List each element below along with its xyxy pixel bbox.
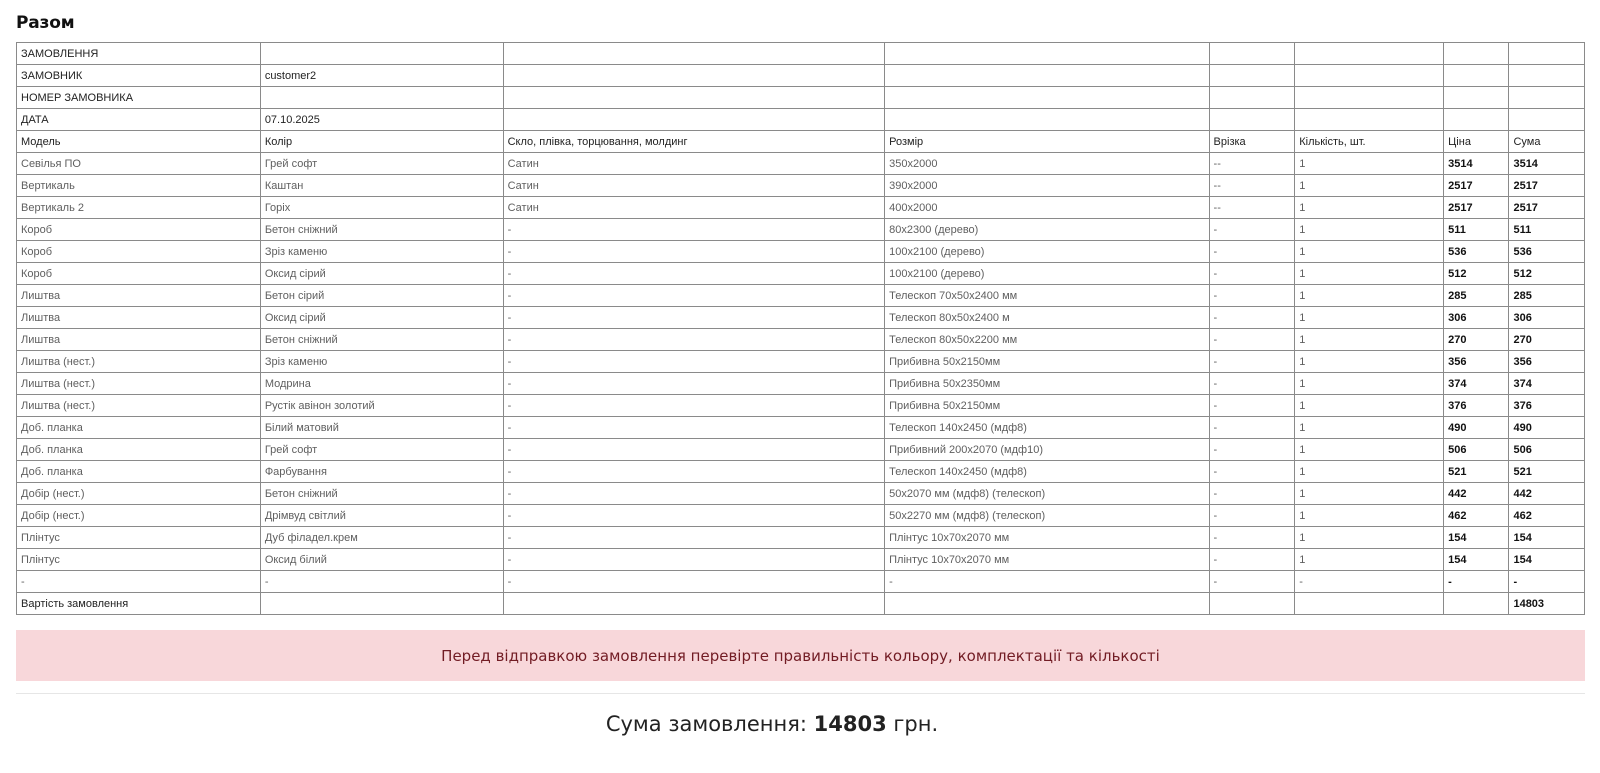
quantity-cell: 1 [1295,505,1444,527]
price-cell: 154 [1444,549,1509,571]
order-table [16,42,1585,615]
sum-cell: 2517 [1509,197,1585,219]
price-cell: 462 [1444,505,1509,527]
quantity-cell: 1 [1295,417,1444,439]
empty-cell [1295,87,1444,109]
quantity-cell: 1 [1295,219,1444,241]
empty-cell [1444,593,1509,615]
price-cell: 285 [1444,285,1509,307]
model-cell: Короб [17,263,261,285]
size-cell: 100х2100 (дерево) [885,241,1209,263]
order-sum-amount: 14803 [813,712,887,736]
empty-cell [885,109,1209,131]
order-sum-currency: грн. [893,712,939,736]
table-row [17,549,1585,571]
insert-cell: - [1209,329,1295,351]
insert-cell: - [1209,241,1295,263]
glass-cell: - [503,549,885,571]
insert-cell: - [1209,395,1295,417]
table-row [17,439,1585,461]
empty-cell [885,87,1209,109]
table-row [17,329,1585,351]
sum-cell: 154 [1509,527,1585,549]
table-row [17,285,1585,307]
glass-cell: - [503,351,885,373]
sum-cell: 521 [1509,461,1585,483]
empty-cell [503,87,885,109]
empty-cell [885,593,1209,615]
glass-cell: - [503,505,885,527]
color-cell: Оксид білий [260,549,503,571]
quantity-cell: 1 [1295,197,1444,219]
insert-cell: - [1209,263,1295,285]
color-cell: Грей софт [260,439,503,461]
divider [16,693,1585,694]
quantity-cell: 1 [1295,527,1444,549]
color-cell: Фарбування [260,461,503,483]
table-row [17,373,1585,395]
color-cell: Оксид сірий [260,307,503,329]
model-cell: Плінтус [17,527,261,549]
model-cell: Вертикаль 2 [17,197,261,219]
sum-cell: 270 [1509,329,1585,351]
order-total-row [17,593,1585,615]
model-cell: Лиштва (нест.) [17,351,261,373]
empty-cell [1209,65,1295,87]
table-header-row [17,131,1585,153]
glass-cell: - [503,373,885,395]
glass-cell: - [503,307,885,329]
total-label: Вартість замовлення [17,593,261,615]
table-row [17,461,1585,483]
size-cell: Телескоп 80х50х2400 м [885,307,1209,329]
quantity-cell: 1 [1295,439,1444,461]
glass-cell: - [503,461,885,483]
meta-value [260,87,503,109]
price-cell: 306 [1444,307,1509,329]
insert-cell: -- [1209,197,1295,219]
sum-cell: 3514 [1509,153,1585,175]
color-cell: Білий матовий [260,417,503,439]
table-row [17,505,1585,527]
table-row [17,417,1585,439]
table-row [17,219,1585,241]
color-cell: Рустік авінон золотий [260,395,503,417]
size-cell: Телескоп 140х2450 (мдф8) [885,417,1209,439]
price-cell: 154 [1444,527,1509,549]
quantity-cell: 1 [1295,351,1444,373]
quantity-cell: 1 [1295,153,1444,175]
empty-cell [503,109,885,131]
model-cell: Добір (нест.) [17,505,261,527]
glass-cell: - [503,395,885,417]
meta-label: ЗАМОВНИК [17,65,261,87]
meta-row-customer [17,65,1585,87]
price-cell: 511 [1444,219,1509,241]
size-cell: Плінтус 10х70х2070 мм [885,527,1209,549]
meta-row-customer-number [17,87,1585,109]
model-cell: Доб. планка [17,461,261,483]
model-cell: Короб [17,241,261,263]
size-cell: 400х2000 [885,197,1209,219]
column-header: Колір [260,131,503,153]
sum-cell: 512 [1509,263,1585,285]
table-row [17,197,1585,219]
table-row [17,351,1585,373]
model-cell: Плінтус [17,549,261,571]
glass-cell: Сатин [503,175,885,197]
model-cell: Севілья ПО [17,153,261,175]
model-cell: Лиштва [17,285,261,307]
empty-cell [1295,593,1444,615]
meta-label: НОМЕР ЗАМОВНИКА [17,87,261,109]
insert-cell: -- [1209,175,1295,197]
sum-cell: 536 [1509,241,1585,263]
empty-cell [1509,43,1585,65]
column-header: Сума [1509,131,1585,153]
empty-cell [1295,109,1444,131]
glass-cell: - [503,439,885,461]
quantity-cell: 1 [1295,175,1444,197]
color-cell: Каштан [260,175,503,197]
price-cell: 442 [1444,483,1509,505]
price-cell: - [1444,571,1509,593]
glass-cell: - [503,285,885,307]
empty-cell [503,593,885,615]
empty-cell [1209,43,1295,65]
quantity-cell: 1 [1295,395,1444,417]
price-cell: 2517 [1444,175,1509,197]
quantity-cell: 1 [1295,461,1444,483]
size-cell: Прибивна 50х2350мм [885,373,1209,395]
model-cell: Вертикаль [17,175,261,197]
glass-cell: - [503,527,885,549]
meta-value: customer2 [260,65,503,87]
column-header: Ціна [1444,131,1509,153]
price-cell: 2517 [1444,197,1509,219]
empty-cell [885,43,1209,65]
empty-cell [1509,87,1585,109]
sum-cell: 511 [1509,219,1585,241]
glass-cell: - [503,263,885,285]
insert-cell: - [1209,373,1295,395]
model-cell: Лиштва (нест.) [17,395,261,417]
insert-cell: - [1209,527,1295,549]
price-cell: 356 [1444,351,1509,373]
size-cell: 100х2100 (дерево) [885,263,1209,285]
table-row [17,263,1585,285]
total-value: 14803 [1509,593,1585,615]
sum-cell: 306 [1509,307,1585,329]
price-cell: 270 [1444,329,1509,351]
column-header: Скло, плівка, торцювання, молдинг [503,131,885,153]
meta-value: 07.10.2025 [260,109,503,131]
insert-cell: - [1209,483,1295,505]
size-cell: Телескоп 80х50х2200 мм [885,329,1209,351]
size-cell: 350х2000 [885,153,1209,175]
sum-cell: 2517 [1509,175,1585,197]
glass-cell: - [503,329,885,351]
size-cell: Плінтус 10х70х2070 мм [885,549,1209,571]
empty-cell [1509,109,1585,131]
table-row [17,571,1585,593]
glass-cell: Сатин [503,197,885,219]
table-row [17,175,1585,197]
table-row [17,395,1585,417]
size-cell: - [885,571,1209,593]
quantity-cell: 1 [1295,329,1444,351]
quantity-cell: 1 [1295,373,1444,395]
empty-cell [1444,87,1509,109]
empty-cell [1444,65,1509,87]
empty-cell [503,65,885,87]
model-cell: Лиштва (нест.) [17,373,261,395]
quantity-cell: 1 [1295,241,1444,263]
size-cell: 80х2300 (дерево) [885,219,1209,241]
empty-cell [1509,65,1585,87]
insert-cell: - [1209,219,1295,241]
color-cell: Бетон сніжний [260,483,503,505]
color-cell: Зріз каменю [260,241,503,263]
glass-cell: - [503,571,885,593]
order-sum-label: Сума замовлення: [605,712,807,736]
meta-row-order [17,43,1585,65]
color-cell: Оксид сірий [260,263,503,285]
insert-cell: - [1209,549,1295,571]
meta-row-date [17,109,1585,131]
empty-cell [1444,43,1509,65]
insert-cell: - [1209,439,1295,461]
column-header: Кількість, шт. [1295,131,1444,153]
table-row [17,153,1585,175]
sum-cell: 285 [1509,285,1585,307]
sum-cell: 356 [1509,351,1585,373]
size-cell: Телескоп 70х50х2400 мм [885,285,1209,307]
empty-cell [885,65,1209,87]
warning-notice: Перед відправкою замовлення перевірте правильність кольору, комплектації та кількості [16,630,1585,681]
empty-cell [1209,109,1295,131]
page-title: Разом [16,13,75,33]
quantity-cell: 1 [1295,307,1444,329]
insert-cell: - [1209,461,1295,483]
order-sum [0,712,1544,736]
empty-cell [1209,87,1295,109]
price-cell: 521 [1444,461,1509,483]
table-row [17,307,1585,329]
sum-cell: - [1509,571,1585,593]
glass-cell: Сатин [503,153,885,175]
sum-cell: 490 [1509,417,1585,439]
insert-cell: - [1209,505,1295,527]
price-cell: 3514 [1444,153,1509,175]
color-cell: Дуб філадел.крем [260,527,503,549]
color-cell: Грей софт [260,153,503,175]
sum-cell: 462 [1509,505,1585,527]
price-cell: 374 [1444,373,1509,395]
meta-label: ДАТА [17,109,261,131]
insert-cell: - [1209,351,1295,373]
color-cell: Бетон сніжний [260,219,503,241]
insert-cell: - [1209,417,1295,439]
price-cell: 376 [1444,395,1509,417]
table-row [17,527,1585,549]
quantity-cell: 1 [1295,549,1444,571]
size-cell: Прибивний 200х2070 (мдф10) [885,439,1209,461]
quantity-cell: - [1295,571,1444,593]
meta-value [260,43,503,65]
color-cell: Горіх [260,197,503,219]
quantity-cell: 1 [1295,263,1444,285]
size-cell: Прибивна 50х2150мм [885,395,1209,417]
column-header: Модель [17,131,261,153]
empty-cell [503,43,885,65]
model-cell: Доб. планка [17,417,261,439]
color-cell: Дрімвуд світлий [260,505,503,527]
price-cell: 506 [1444,439,1509,461]
size-cell: 50х2270 мм (мдф8) (телескоп) [885,505,1209,527]
color-cell: Модрина [260,373,503,395]
sum-cell: 374 [1509,373,1585,395]
empty-cell [1209,593,1295,615]
empty-cell [1444,109,1509,131]
empty-cell [1295,65,1444,87]
model-cell: Доб. планка [17,439,261,461]
insert-cell: -- [1209,153,1295,175]
column-header: Врізка [1209,131,1295,153]
sum-cell: 376 [1509,395,1585,417]
meta-label: ЗАМОВЛЕННЯ [17,43,261,65]
size-cell: 50х2070 мм (мдф8) (телескоп) [885,483,1209,505]
order-table-body [17,43,1585,615]
sum-cell: 154 [1509,549,1585,571]
table-row [17,241,1585,263]
column-header: Розмір [885,131,1209,153]
glass-cell: - [503,417,885,439]
insert-cell: - [1209,571,1295,593]
empty-cell [1295,43,1444,65]
size-cell: Прибивна 50х2150мм [885,351,1209,373]
glass-cell: - [503,483,885,505]
model-cell: Лиштва [17,329,261,351]
insert-cell: - [1209,307,1295,329]
model-cell: Добір (нест.) [17,483,261,505]
color-cell: Зріз каменю [260,351,503,373]
insert-cell: - [1209,285,1295,307]
model-cell: - [17,571,261,593]
sum-cell: 442 [1509,483,1585,505]
model-cell: Лиштва [17,307,261,329]
color-cell: Бетон сірий [260,285,503,307]
sum-cell: 506 [1509,439,1585,461]
price-cell: 512 [1444,263,1509,285]
color-cell: - [260,571,503,593]
price-cell: 490 [1444,417,1509,439]
empty-cell [260,593,503,615]
quantity-cell: 1 [1295,285,1444,307]
size-cell: Телескоп 140х2450 (мдф8) [885,461,1209,483]
glass-cell: - [503,241,885,263]
model-cell: Короб [17,219,261,241]
color-cell: Бетон сніжний [260,329,503,351]
table-row [17,483,1585,505]
quantity-cell: 1 [1295,483,1444,505]
price-cell: 536 [1444,241,1509,263]
size-cell: 390х2000 [885,175,1209,197]
glass-cell: - [503,219,885,241]
